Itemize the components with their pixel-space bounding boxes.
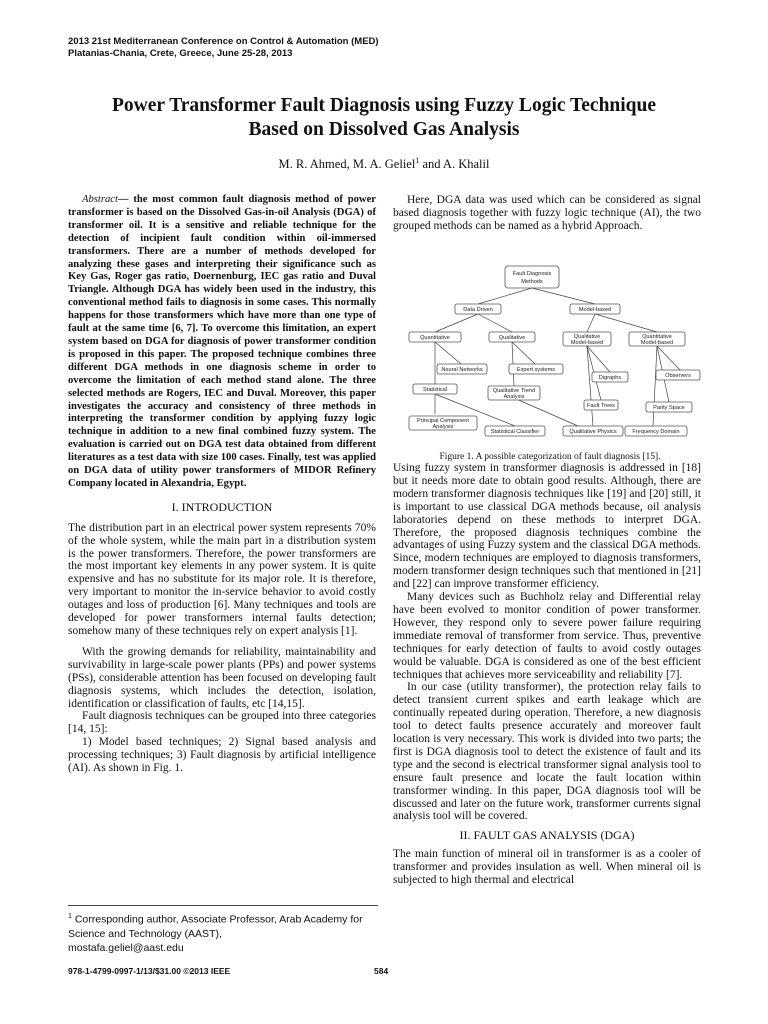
node-freq: Frequency Domain [632, 429, 680, 435]
footnote-text: Corresponding author, Associate Professor, Arab Academy for Science and Technology (AAST), [68, 913, 363, 940]
node-model-based: Model-based [578, 307, 612, 313]
node-qualitative: Qualitative [498, 335, 526, 341]
title-line-1: Power Transformer Fault Diagnosis using Fuzzy Logic Technique [111, 95, 657, 116]
footnote [68, 905, 378, 955]
right-paragraph-2: Many devices such as Buchholz relay and Differential relay have been evolved to monitor condition of power transformer. However, they respond only to severe power failure requiring immediate removal of transformer from service. Thus, preventive techniques for early detection of faults to avoid costly outages would be valuable. DGA is considered as one of the best efficient techniques that achieves more serviceability and reliability [7]. [393, 591, 701, 681]
right-body [393, 462, 701, 887]
authors-sup: 1 [415, 156, 420, 165]
node-data-driven: Data Driven [463, 307, 493, 313]
node-trend-2: Analysis [503, 394, 525, 400]
node-expert: Expert systems [516, 367, 556, 373]
right-intro [393, 194, 701, 233]
node-pca-2: Analysis [432, 424, 454, 430]
abstract-text: — the most common fault diagnosis method of power transformer is based on the Dissolved Gas-in-oil Analysis (DGA) of transformer oil. It is a sensitive and reliable technique for the detection of incipient fault condition within oil-immersed transformers. There are a number of methods developed for analyzing these gases and interpreting their significance such as Key Gas, Roger gas ratio, Doernenburg, IEC gas ratio and Duval Triangle. Although DGA has widely been used in the industry, this conventional method fails to diagnosis in some cases. This normally happens for those transformers which have more than one type of fault at the same time [6, 7]. To overcome this limitation, an expert system based on DGA for diagnosis of power transformer condition is proposed in this paper. The proposed technique combines three different DGA methods in one diagnosis scheme in order to overcome the limitation of each method stand alone. The three selected methods are Rogers, IEC and Duval. Moreover, this paper investigates the accuracy and consistency of three methods in interpreting the transformer condition by applying fuzzy logic technique in addition to a new final combined fuzzy system. The evaluation is carried out on DGA test data obtained from different literatures as a test data with size 100 cases. Finally, test was applied on DGA data of utility power transformers of MIDOR Refinery Company located in Alexandria, Egypt. [68, 194, 376, 489]
authors-part-2: and A. Khalil [419, 157, 490, 172]
node-quant-model-1: Quantitative [642, 334, 672, 340]
right-paragraph-4: The main function of mineral oil in transformer is as a cooler of transformer and provides insulation as well. When mineral oil is subjected to high thermal and electrical [393, 848, 701, 887]
figure-caption: Figure 1. A possible categorization of fault diagnosis [15]. [439, 452, 661, 462]
title-line-2: Based on Dissolved Gas Analysis [248, 119, 520, 140]
intro-paragraph-3: Fault diagnosis techniques can be grouped into three categories [14, 15]: [68, 710, 376, 736]
conference-header [68, 36, 379, 60]
node-pca-1: Principal Component [417, 418, 469, 424]
footnote-sup: 1 [68, 913, 72, 920]
intro-paragraph-1: The distribution part in an electrical power system represents 70% of the whole system, while the main part in a distribution system is the power transformers. Therefore, the power transformers are the most important key elements in any power system. It is quite expensive and has no substitute for its major role. It is therefore, very important to monitor the in-service behavior to avoid costly outages and loss of production [6]. Many techniques and tools are developed for power transformers internal faults detection; somehow many of these techniques rely on expert analysis [1]. [68, 521, 376, 637]
abstract [68, 194, 376, 491]
node-parity: Parity Space [653, 405, 685, 411]
authors-part-1: M. R. Ahmed, M. A. Geliel [278, 157, 416, 172]
node-statistical: Statistical [423, 387, 447, 393]
right-intro-paragraph: Here, DGA data was used which can be considered as signal based diagnosis together with fuzzy logic technique (AI), the two grouped methods can be named as a hybrid Approach. [393, 194, 701, 232]
node-neural: Neural Networks [441, 367, 483, 373]
node-observers: Observers [665, 373, 691, 379]
figure-1 [395, 258, 705, 444]
intro-paragraph-2: With the growing demands for reliability, maintainability and survivability in large-scale power plants (PPs) and power systems (PSs), considerable attention has been focused on developing fault diagnosis systems, which includes the detection, isolation, identification or classification of faults, etc [14,15]. [68, 645, 376, 710]
node-quantitative: Quantitative [420, 335, 450, 341]
node-root-1: Fault Diagnosis [512, 271, 552, 277]
abstract-label: Abstract [82, 194, 118, 205]
node-root-2: Methods [521, 279, 543, 285]
authors [60, 156, 708, 172]
section-heading-introduction: I. INTRODUCTION [171, 499, 273, 514]
node-trend-1: Qualitative Trend [492, 388, 536, 394]
node-qual-model-1: Qualitative [573, 334, 601, 340]
intro-paragraph-4: 1) Model based techniques; 2) Signal based analysis and processing techniques; 3) Fault diagnosis by artificial intelligence (AI). As shown in Fig. 1. [68, 736, 376, 775]
footnote-email: mostafa.geliel@aast.edu [68, 941, 184, 954]
section-heading-dga: II. FAULT GAS ANALYSIS (DGA) [459, 828, 635, 843]
right-paragraph-3: In our case (utility transformer), the protection relay fails to detect transient current spikes and earth leakage which are continually repeated during operation. Therefore, a new diagnosis tool to detect faults presence accurately and moreover fault location is very necessary. This work is divided into two parts; the first is DGA diagnosis tool to detect the existence of fault and its type and the second is electrical transformer signal analysis tool to ensure fault presence and locate the fault location within transformer winding. In this paper, DGA diagnosis tool will be discussed and later on the future work, transformer currents signal analysis tool will be covered. [393, 681, 701, 823]
conference-line-1: 2013 21st Mediterranean Conference on Control & Automation (MED) [68, 36, 379, 47]
node-qual-model-2: Model-based [570, 340, 604, 346]
node-qual-physics: Qualitative Physics [569, 429, 617, 435]
fault-diagnosis-tree-diagram [395, 258, 705, 444]
right-paragraph-1: Using fuzzy system in transformer diagnosis is addressed in [18] but it needs more date to obtain good results. Although, there are modern transformer diagnosis techniques like [19] and [20] still, it is important to use classical DGA methods because, oil analysis laboratories depend on these methods to interpret DGA. Therefore, the proposed diagnosis techniques combine the advantages of using Fuzzy system and the classical DGA methods. Since, modern techniques are employed to diagnosis transformers, modern transformer design techniques such that mentioned in [21] and [22] can improve transformer efficiency. [393, 462, 701, 591]
footer-isbn: 978-1-4799-0997-1/13/$31.00 ©2013 IEEE [68, 966, 231, 976]
node-stat-class: Statistical Classifier [490, 429, 540, 435]
page-number: 584 [374, 966, 389, 976]
node-quant-model-2: Model-based [640, 340, 674, 346]
paper-title [60, 94, 708, 142]
left-column [68, 194, 376, 775]
node-digraphs: Digraphs [598, 375, 622, 381]
node-fault-trees: Fault Trees [587, 403, 615, 409]
conference-line-2: Platanias-Chania, Crete, Greece, June 25-28, 2013 [68, 48, 293, 59]
